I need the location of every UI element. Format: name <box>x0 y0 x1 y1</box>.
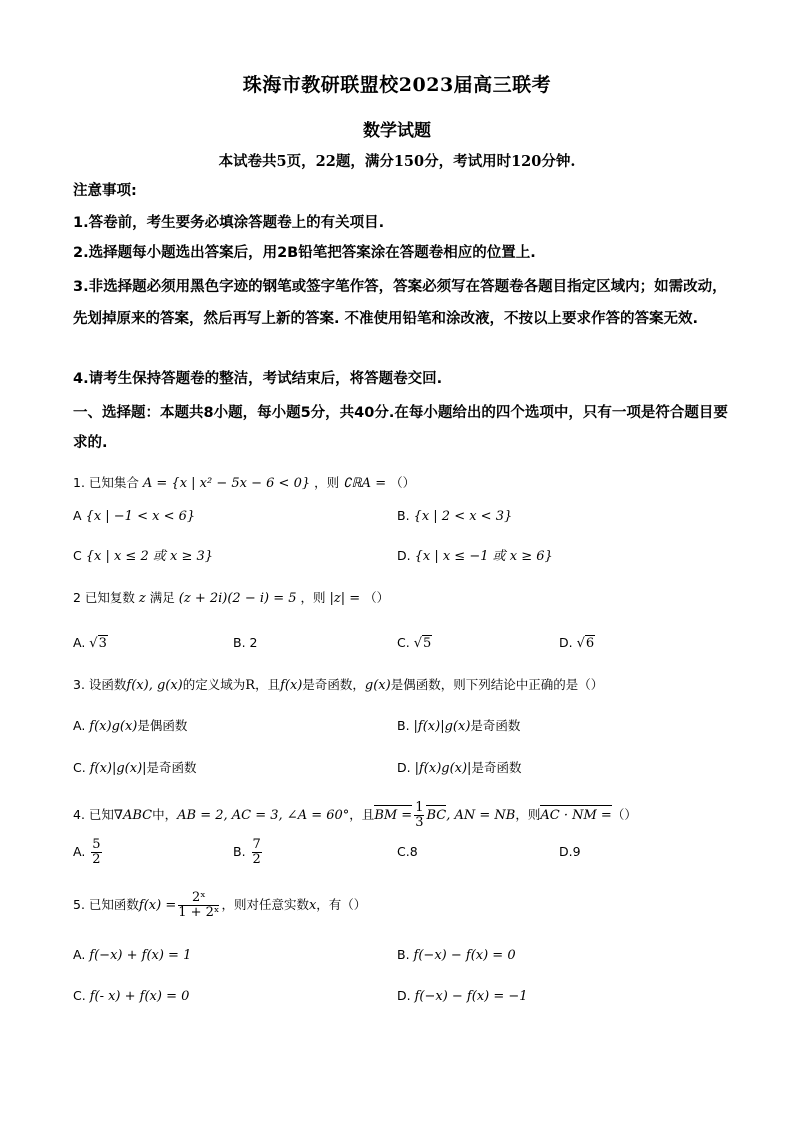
q3-g: g(x) <box>364 678 391 693</box>
question-2 <box>73 589 389 608</box>
q4-blank: （） <box>611 807 637 822</box>
option-label: B. <box>233 844 246 859</box>
q5-option-c[interactable] <box>73 987 189 1006</box>
question-3 <box>73 676 603 695</box>
q3-option-d[interactable] <box>397 759 521 778</box>
option-label: D. <box>397 548 411 563</box>
q2-var: z <box>138 591 146 606</box>
section-heading: 一、选择题：本题共8小题，每小题5分，共40分.在每小题给出的四个选项中，只有一项是符合题目要求的. <box>73 405 728 451</box>
q2-option-d[interactable] <box>559 634 595 653</box>
q2-option-c[interactable] <box>397 634 432 653</box>
sqrt-expr: √3 <box>89 636 107 651</box>
q1-blank: （） <box>390 475 416 490</box>
option-label: C. <box>73 988 86 1003</box>
q3-text: 3. 设函数 <box>73 677 127 692</box>
q3-fg: f(x), g(x) <box>126 678 183 693</box>
q3-text: ，且 <box>255 677 281 692</box>
q5-option-d[interactable] <box>397 987 528 1006</box>
option-label: D. <box>559 844 573 859</box>
option-fraction: $\frac{5}{2}$ <box>92 837 101 867</box>
notes-heading: 注意事项: <box>73 183 137 199</box>
q4-text: ，则 <box>515 807 541 822</box>
q2-abs: |z| = <box>329 591 361 606</box>
q1-option-b[interactable] <box>397 507 512 526</box>
option-label: C. <box>397 635 410 650</box>
q3-option-c[interactable] <box>73 759 197 778</box>
option-label: D. <box>397 760 411 775</box>
q4-option-c[interactable] <box>397 843 418 861</box>
option-label: C <box>73 548 82 563</box>
q4-vector-bm: BM = <box>374 808 413 823</box>
option-label: D. <box>559 635 573 650</box>
exam-subtitle: 数学试题 <box>363 121 431 141</box>
q2-expr: (z + 2i)(2 − i) = 5 <box>178 591 297 606</box>
note-item-1: 1.答卷前，考生要务必填涂答题卷上的有关项目. <box>73 215 385 231</box>
q1-option-d[interactable] <box>397 547 553 566</box>
option-label: A. <box>73 947 86 962</box>
q1-set-expr: A = {x | x² − 5x − 6 < 0} <box>142 476 311 491</box>
q5-text: ，则对任意实数 <box>221 897 309 912</box>
q1-suffix: ，则 <box>314 475 340 490</box>
q4-condition: AB = 2, AC = 3, ∠A = 60° <box>177 808 350 823</box>
option-label: B. <box>233 635 246 650</box>
q4-triangle: ∇ABC <box>113 808 153 823</box>
option-expr: {x | x ≤ 2 或 x ≥ 3} <box>85 549 214 564</box>
q3-f: f(x) <box>280 678 303 693</box>
q5-option-b[interactable] <box>397 946 516 965</box>
q4-option-a[interactable] <box>73 838 104 867</box>
q4-fraction: $\frac{1}{3}$ <box>415 800 424 830</box>
option-label: B. <box>397 718 410 733</box>
q5-tail: ，有（） <box>316 897 367 912</box>
q2-blank: （） <box>364 590 390 605</box>
option-label: B. <box>397 508 410 523</box>
q5-fraction: $\frac{\text{2ˣ}}{\text{1 + 2ˣ}}$ <box>178 890 220 920</box>
q4-vector-bc: BC <box>426 808 447 823</box>
q4-dot-product: AC · NM = <box>540 808 612 823</box>
q5-option-a[interactable] <box>73 946 191 965</box>
q1-complement: ∁ℝA = <box>343 476 387 491</box>
option-label: A. <box>73 844 86 859</box>
question-1 <box>73 474 415 493</box>
option-expr: f(x)|g(x)| <box>89 761 147 776</box>
q3-text: 的定义域为 <box>182 677 246 692</box>
question-4 <box>73 801 637 830</box>
q5-fx: f(x) = <box>138 898 177 913</box>
option-tail: 是偶函数 <box>137 718 188 733</box>
q2-option-b[interactable] <box>233 634 258 652</box>
question-5 <box>73 891 366 920</box>
q4-vector-an: , AN = NB <box>446 808 516 823</box>
option-expr: f(−x) − f(x) = −1 <box>414 989 528 1004</box>
option-tail: 是奇函数 <box>471 760 522 775</box>
note-item-4: 4.请考生保持答题卷的整洁，考试结束后，将答题卷交回. <box>73 371 443 387</box>
option-label: C. <box>397 844 410 859</box>
q1-option-c[interactable] <box>73 547 213 566</box>
q2-option-a[interactable] <box>73 634 108 653</box>
option-expr: |f(x)g(x)| <box>414 761 472 776</box>
option-label: A. <box>73 718 86 733</box>
exam-info: 本试卷共5页，22题，满分150分，考试用时120分钟. <box>218 153 576 170</box>
option-tail: 是奇函数 <box>470 718 521 733</box>
option-label: B. <box>397 947 410 962</box>
q4-option-b[interactable] <box>233 838 264 867</box>
q1-prefix: 1. 已知集合 <box>73 475 139 490</box>
q4-text: ，且 <box>349 807 375 822</box>
q3-text: 是奇函数， <box>302 677 365 692</box>
option-label: C. <box>73 760 86 775</box>
option-expr: {x | x ≤ −1 或 x ≥ 6} <box>414 549 553 564</box>
exam-title: 珠海市教研联盟校2023届高三联考 <box>242 74 552 96</box>
q4-text: 中， <box>152 807 178 822</box>
option-label: A. <box>73 635 86 650</box>
note-item-2: 2.选择题每小题选出答案后，用2B铅笔把答案涂在答题卷相应的位置上. <box>73 245 536 261</box>
option-expr: {x | 2 < x < 3} <box>413 509 513 524</box>
option-expr: f(- x) + f(x) = 0 <box>89 989 190 1004</box>
sqrt-expr: √6 <box>576 636 595 651</box>
option-value: 8 <box>409 844 418 859</box>
option-label: A <box>73 508 82 523</box>
q3-option-b[interactable] <box>397 717 520 736</box>
option-label: D. <box>397 988 411 1003</box>
q5-prefix: 5. 已知函数 <box>73 897 139 912</box>
option-expr: |f(x)|g(x) <box>413 719 471 734</box>
q2-prefix: 2 已知复数 <box>73 590 135 605</box>
q4-option-d[interactable] <box>559 843 581 861</box>
q2-suffix: ，则 <box>300 590 326 605</box>
q3-option-a[interactable] <box>73 717 187 736</box>
option-fraction: $\frac{7}{2}$ <box>252 837 261 867</box>
q1-option-a[interactable] <box>73 507 195 526</box>
option-expr: f(−x) + f(x) = 1 <box>89 948 192 963</box>
q4-prefix: 4. 已知 <box>73 807 114 822</box>
option-expr: {x | −1 < x < 6} <box>85 509 196 524</box>
option-expr: f(x)g(x) <box>89 719 138 734</box>
q3-text: 是偶函数，则下列结论中正确的是（） <box>390 677 604 692</box>
sqrt-expr: √5 <box>413 636 432 651</box>
note-item-3: 3.非选择题必须用黑色字迹的钢笔或签字笔作答，答案必须写在答题卷各题目指定区域内；如需改动，先划掉原来的答案，然后再写上新的答案. 不准使用铅笔和涂改液，不按以上要求作答的答案无效. <box>73 279 727 327</box>
option-expr: f(−x) − f(x) = 0 <box>413 948 516 963</box>
q5-var: x <box>308 898 317 913</box>
q2-mid: 满足 <box>149 590 175 605</box>
q3-domain: R <box>245 678 256 693</box>
option-tail: 是奇函数 <box>146 760 197 775</box>
option-value: 9 <box>572 844 581 859</box>
option-value: 2 <box>249 635 258 650</box>
